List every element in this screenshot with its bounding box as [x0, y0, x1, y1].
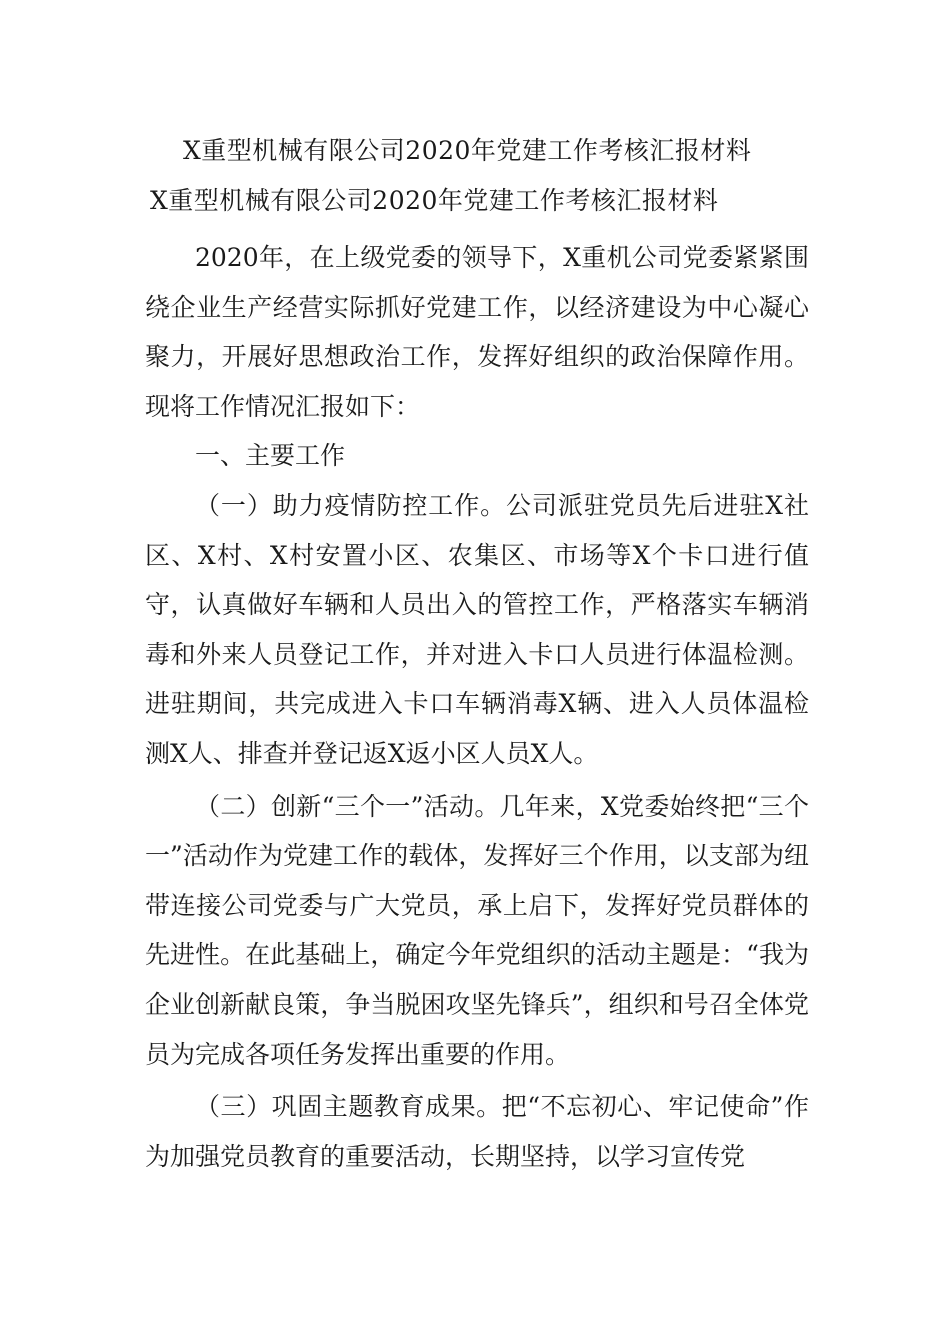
- document-title: X重型机械有限公司2020年党建工作考核汇报材料: [183, 136, 752, 165]
- paragraph-epidemic-control: （一）助力疫情防控工作。公司派驻党员先后进驻X社区、X村、X村安置小区、农集区、市场等X个卡口进行值守，认真做好车辆和人员出入的管控工作，严格落实车辆消毒和外来人员登记工作，并对进入卡口人员进行体温检测。进驻期间，共完成进入卡口车辆消毒X辆、进入人员体温检测X人、排查并登记返X返小区人员X人。: [145, 490, 809, 768]
- intro-paragraph: 2020年，在上级党委的领导下，X重机公司党委紧紧围绕企业生产经营实际抓好党建工作，以经济建设为中心凝心聚力，开展好思想政治工作，发挥好组织的政治保障作用。现将工作情况汇报如下：: [145, 243, 809, 421]
- document-subtitle: X重型机械有限公司2020年党建工作考核汇报材料: [150, 186, 719, 215]
- document-body: [145, 233, 809, 1181]
- paragraph-theme-education: （三）巩固主题教育成果。把“不忘初心、牢记使命”作为加强党员教育的重要活动，长期坚持，以学习宣传党: [145, 1092, 809, 1171]
- section-heading-main-work: 一、主要工作: [195, 441, 346, 471]
- paragraph-three-ones-activity: （二）创新“三个一”活动。几年来，X党委始终把“三个一”活动作为党建工作的载体，发挥好三个作用，以支部为纽带连接公司党委与广大党员，承上启下，发挥好党员群体的先进性。在此基础上，确定今年党组织的活动主题是：“我为企业创新献良策，争当脱困攻坚先锋兵”，组织和号召全体党员为完成各项任务发挥出重要的作用。: [145, 791, 809, 1069]
